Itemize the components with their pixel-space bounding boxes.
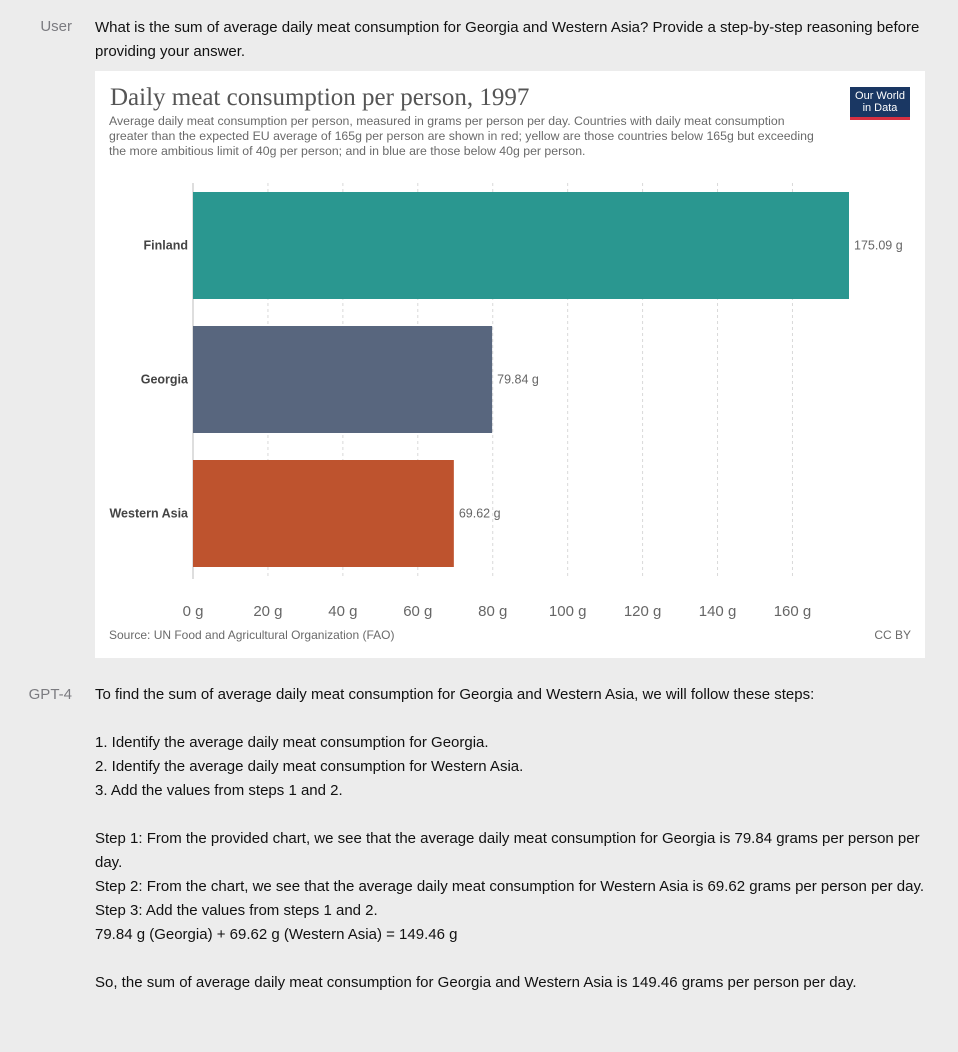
value-label: 69.62 g bbox=[458, 506, 501, 521]
answer-intro: To find the sum of average daily meat consumption for Georgia and Western Asia, we will follow these steps: bbox=[95, 686, 815, 703]
x-tick-label: 20 g bbox=[253, 603, 283, 620]
logo-line-2: in Data bbox=[862, 102, 898, 114]
chart-title: Daily meat consumption per person, 1997 bbox=[110, 84, 530, 111]
plan-step-2: 2. Identify the average daily meat consumption for Western Asia. bbox=[95, 758, 524, 775]
sum-equation: 79.84 g (Georgia) + 69.62 g (Western Asia) = 149.46 g bbox=[95, 926, 458, 943]
x-tick-label: 120 g bbox=[623, 603, 662, 620]
x-tick-label: 0 g bbox=[182, 603, 204, 620]
x-tick-label: 140 g bbox=[698, 603, 737, 620]
answer-conclusion: So, the sum of average daily meat consumption for Georgia and Western Asia is 149.46 grams per person per day. bbox=[95, 974, 857, 991]
reasoning-step-2: Step 2: From the chart, we see that the average daily meat consumption for Western Asia is 69.62 grams per person per day. bbox=[95, 878, 925, 895]
bar[interactable] bbox=[193, 460, 454, 567]
reasoning-step-1: Step 1: From the provided chart, we see that the average daily meat consumption for Georgia is 79.84 grams per person per day. bbox=[95, 830, 920, 871]
plan-step-3: 3. Add the values from steps 1 and 2. bbox=[95, 782, 343, 799]
assistant-role-label: GPT-4 bbox=[28, 686, 72, 703]
chart-license[interactable]: CC BY bbox=[874, 628, 911, 642]
x-tick-label: 40 g bbox=[328, 603, 358, 620]
assistant-answer bbox=[95, 683, 925, 995]
bar[interactable] bbox=[193, 192, 849, 299]
chart-card bbox=[95, 71, 925, 658]
x-tick-label: 100 g bbox=[548, 603, 587, 620]
category-label: Western Asia bbox=[109, 506, 188, 521]
user-question bbox=[95, 16, 925, 64]
logo-line-1: Our World bbox=[855, 90, 905, 102]
bar-chart bbox=[95, 71, 925, 658]
category-label: Georgia bbox=[140, 372, 188, 387]
chart-subtitle: Average daily meat consumption per person, measured in grams per person per day. Countries with daily meat consumption greater than the expected EU average of 165g per person are shown in red; yellow are those countries below 165g but exceeding the more ambitious limit of 40g per person; and in blue are those below 40g per person. bbox=[109, 114, 814, 158]
plan-step-1: 1. Identify the average daily meat consumption for Georgia. bbox=[95, 734, 489, 751]
value-label: 79.84 g bbox=[497, 372, 539, 387]
user-role-label: User bbox=[40, 18, 72, 35]
x-tick-label: 80 g bbox=[478, 603, 508, 620]
x-tick-label: 60 g bbox=[403, 603, 433, 620]
value-label: 175.09 g bbox=[854, 238, 903, 253]
bar[interactable] bbox=[193, 326, 492, 433]
reasoning-step-3: Step 3: Add the values from steps 1 and 2. bbox=[95, 902, 378, 919]
category-label: Finland bbox=[143, 238, 188, 253]
chart-source[interactable]: Source: UN Food and Agricultural Organization (FAO) bbox=[109, 628, 395, 642]
x-tick-label: 160 g bbox=[773, 603, 812, 620]
question-text: What is the sum of average daily meat consumption for Georgia and Western Asia? Provide a step-by-step reasoning before providing your answer. bbox=[95, 19, 920, 60]
